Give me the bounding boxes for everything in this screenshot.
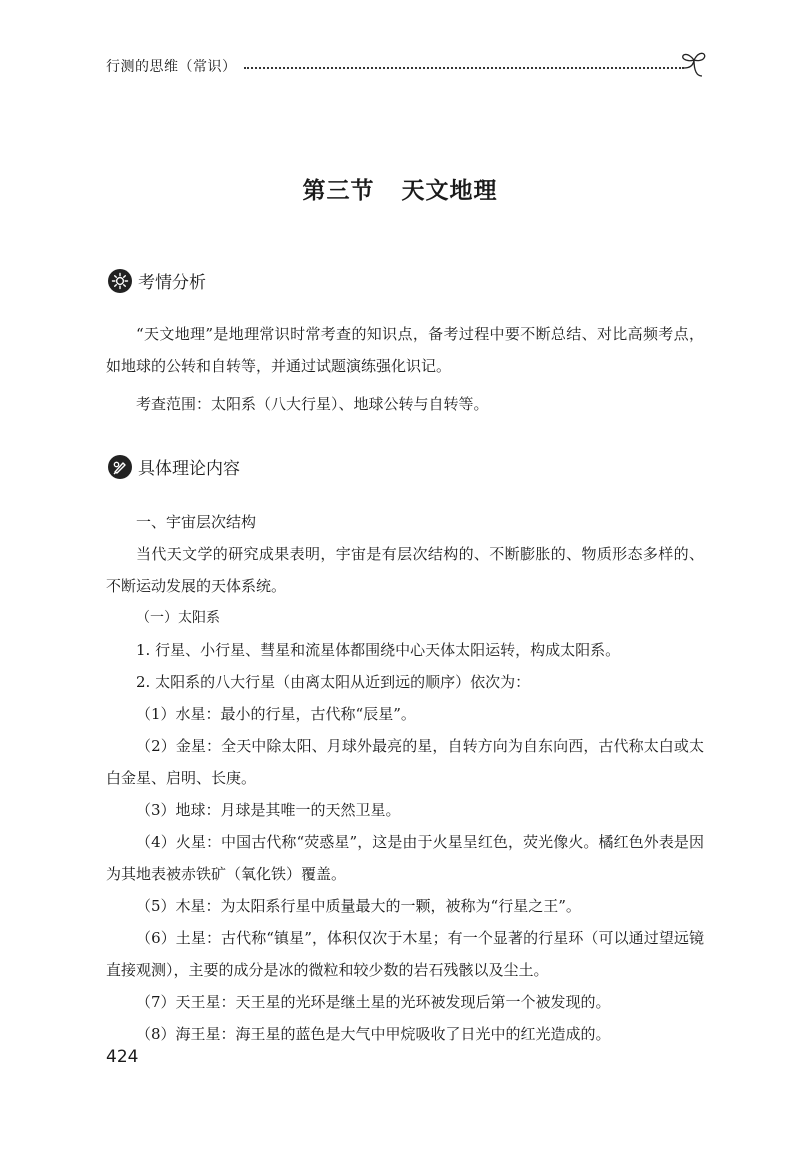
planet-item-earth: （3）地球：月球是其唯一的天然卫星。 [136,801,401,819]
exam-scope-paragraph: 考查范围：太阳系（八大行星）、地球公转与自转等。 [136,395,489,413]
subheading-cosmic-structure: 一、宇宙层次结构 [136,513,257,531]
planet-item-mercury: （1）水星：最小的行星，古代称“辰星”。 [136,705,416,723]
planet-item-venus: （2）金星：全天中除太阳、月球外最亮的星，自转方向为自东向西，古代称太白或太白金星、启明、长庚。 [106,737,704,787]
header-title: 行测的思维（常识） [106,59,237,75]
planet-item-uranus: （7）天王星：天王星的光环是继土星的光环被发现后第一个被发现的。 [136,993,611,1011]
sun-icon [108,269,132,293]
planet-item-saturn: （6）土星：古代称“镇星”，体积仅次于木星；有一个显著的行星环（可以通过望远镜直接观测），主要的成分是冰的微粒和较少数的岩石残骸以及尘土。 [106,929,704,979]
sprout-icon [678,46,708,80]
planet-item-mars: （4）火星：中国古代称“荧惑星”，这是由于火星呈红色，荧光像火。橘红色外表是因为其地表被赤铁矿（氧化铁）覆盖。 [106,833,704,883]
planet-item-jupiter: （5）木星：为太阳系行星中质量最大的一颗，被称为“行星之王”。 [136,897,581,915]
pen-nib-icon [108,455,132,479]
cosmos-paragraph: 当代天文学的研究成果表明，宇宙是有层次结构的、不断膨胀的、物质形态多样的、不断运动发展的天体系统。 [106,545,704,595]
header-dotted-rule [244,67,684,69]
page-number: 424 [106,1047,139,1067]
subheading-solar-system: （一）太阳系 [136,610,220,626]
section-heading-text: 考情分析 [138,273,206,293]
section-heading-analysis [108,268,206,293]
list-item: 1. 行星、小行星、彗星和流星体都围绕中心天体太阳运转，构成太阳系。 [136,641,621,659]
analysis-paragraph: “天文地理”是地理常识时常考查的知识点，备考过程中要不断总结、对比高频考点，如地球的公转和自转等，并通过试题演练强化识记。 [106,325,704,375]
running-header [106,56,706,80]
list-item: 2. 太阳系的八大行星（由离太阳从近到远的顺序）依次为： [136,673,531,691]
planet-item-neptune: （8）海王星：海王星的蓝色是大气中甲烷吸收了日光中的红光造成的。 [136,1025,611,1043]
chapter-title: 第三节 天文地理 [302,178,498,204]
section-heading-text: 具体理论内容 [138,459,240,479]
section-heading-theory [108,454,240,479]
